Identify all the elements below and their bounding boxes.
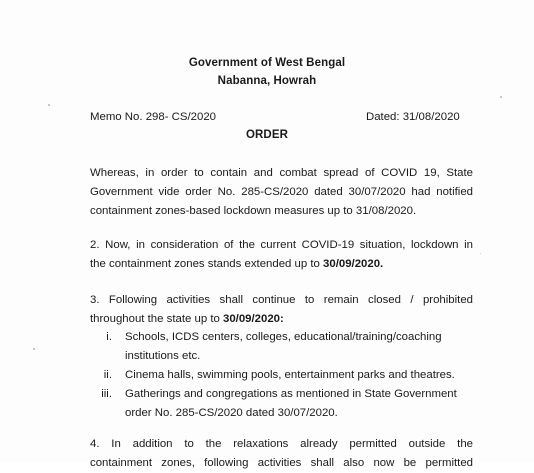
location-heading: Nabanna, Howrah: [217, 75, 317, 87]
paragraph-3-line: 3. Following activities shall continue to remain closed / prohibited: [90, 294, 473, 306]
list-item-number: iii.: [101, 388, 112, 400]
order-title: ORDER: [245, 129, 289, 141]
paragraph-1-line: Government vide order No. 285-CS/2020 dated 30/07/2020 had notified: [90, 186, 473, 198]
list-item-text: institutions etc.: [125, 350, 201, 362]
memo-date: Dated: 31/08/2020: [366, 111, 460, 123]
closure-date: 30/09/2020:: [223, 313, 284, 325]
list-item-number: ii.: [103, 369, 112, 381]
scan-speck: [500, 96, 502, 98]
memo-number: Memo No. 298- CS/2020: [90, 111, 216, 123]
government-heading: Government of West Bengal: [188, 57, 346, 69]
list-item-text: Schools, ICDS centers, colleges, educational/training/coaching: [125, 331, 442, 343]
scan-speck: [33, 348, 35, 350]
paragraph-4-line: 4. In addition to the relaxations already permitted outside the: [90, 438, 473, 450]
paragraph-4: [90, 435, 473, 473]
list-item: [90, 328, 480, 366]
scan-speck: [480, 253, 481, 254]
prohibited-activities-list: [90, 328, 480, 423]
paragraph-3-text: throughout the state up to: [90, 313, 223, 325]
paragraph-3-line: [90, 310, 473, 329]
paragraph-4-line: containment zones, following activities shall also now be permitted: [90, 457, 473, 469]
scan-speck: [48, 104, 50, 106]
list-item: [90, 366, 480, 385]
list-item-text: Gatherings and congregations as mentioned in State Government: [125, 388, 457, 400]
extension-date: 30/09/2020.: [323, 258, 384, 270]
list-item-number: i.: [106, 331, 112, 343]
list-item-text: Cinema halls, swimming pools, entertainment parks and theatres.: [125, 369, 455, 381]
paragraph-1: [90, 164, 473, 221]
list-item: [90, 385, 480, 423]
paragraph-2-line: [90, 255, 473, 274]
paragraph-1-line: containment zones-based lockdown measures up to 31/08/2020.: [90, 205, 417, 217]
paragraph-2-line: 2. Now, in consideration of the current COVID-19 situation, lockdown in: [90, 239, 473, 251]
paragraph-3: [90, 291, 473, 329]
paragraph-2-text: the containment zones stands extended up to: [90, 258, 324, 270]
paragraph-1-line: Whereas, in order to contain and combat spread of COVID 19, State: [90, 167, 473, 179]
paragraph-2: [90, 236, 473, 274]
list-item-text: order No. 285-CS/2020 dated 30/07/2020.: [125, 407, 338, 419]
